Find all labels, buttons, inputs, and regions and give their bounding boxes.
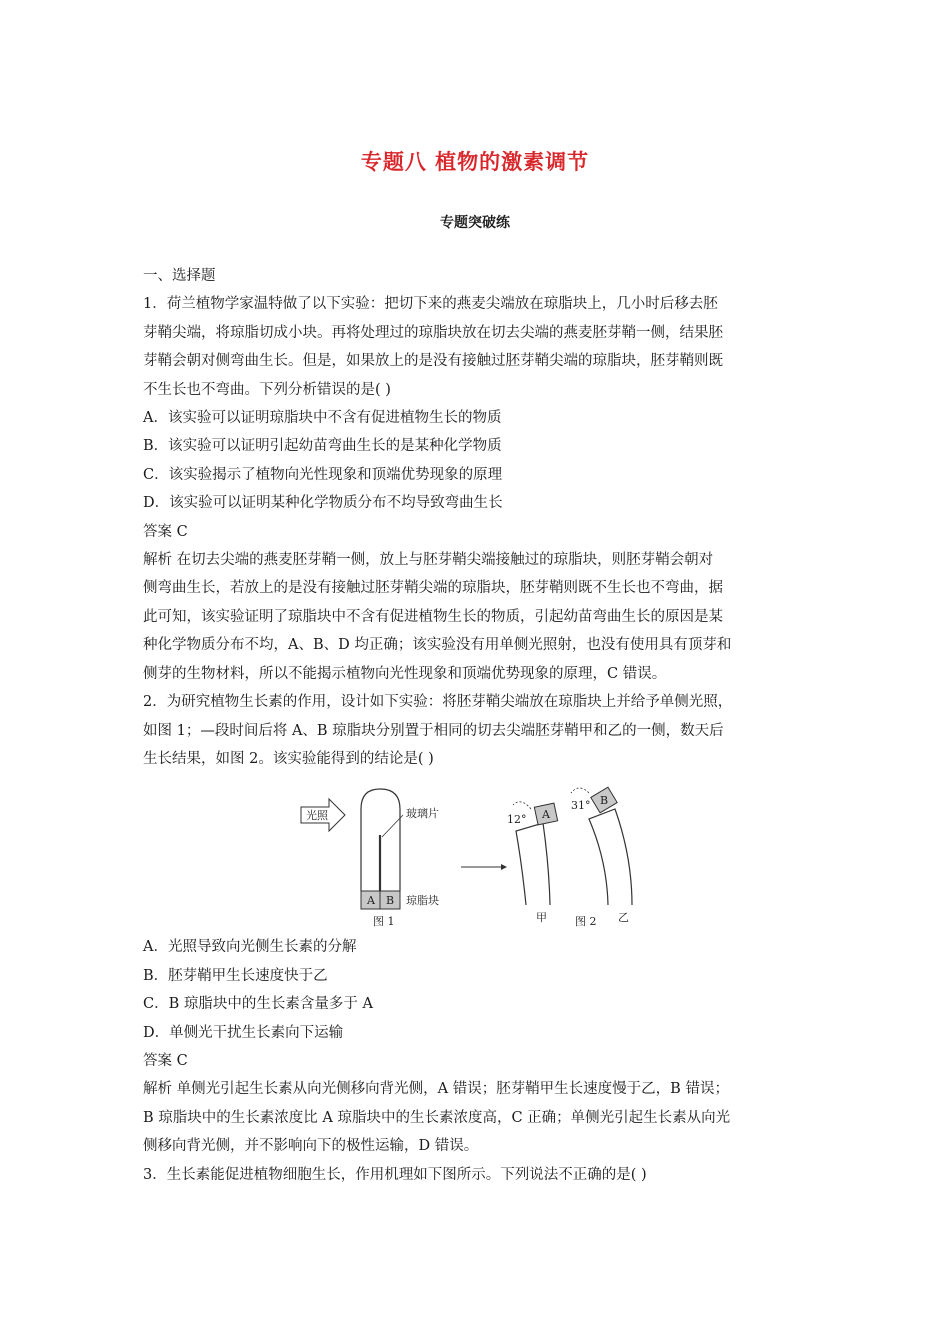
- jia-angle-arc: [513, 802, 531, 809]
- question-2: [143, 688, 823, 1160]
- q2-stem-line: 2．为研究植物生长素的作用，设计如下实验：将胚芽鞘尖端放在琼脂块上并给予单侧光照，: [143, 694, 733, 711]
- q2-stem-line: 如图 1；—段时间后将 A、B 琼脂块分别置于相同的切去尖端胚芽鞘甲和乙的一侧，数天后: [143, 722, 724, 739]
- jia-block-label: A: [542, 808, 550, 822]
- q1-analysis-line: 侧芽的生物材料，所以不能揭示植物向光性现象和顶端优势现象的原理，C 错误。: [143, 665, 667, 682]
- block-b-label: B: [386, 894, 395, 908]
- q1-stem-line: 1．荷兰植物学家温特做了以下实验：把切下来的燕麦尖端放在琼脂块上，几小时后移去胚: [143, 296, 718, 313]
- q1-stem-line: 芽鞘会朝对侧弯曲生长。但是，如果放上的是没有接触过胚芽鞘尖端的琼脂块，胚芽鞘则既: [143, 353, 723, 370]
- yi-block-label: B: [600, 794, 609, 808]
- q1-option-b: B．该实验可以证明引起幼苗弯曲生长的是某种化学物质: [143, 438, 502, 455]
- yi-label: 乙: [618, 911, 629, 925]
- arrowhead-icon: [501, 864, 507, 870]
- section-heading: 一、选择题: [143, 268, 216, 284]
- page-title: 专题八 植物的激素调节: [360, 150, 590, 174]
- angle-b-label: 31°: [571, 799, 591, 813]
- q1-analysis-line: 侧弯曲生长，若放上的是没有接触过胚芽鞘尖端的琼脂块，胚芽鞘则既不生长也不弯曲，据: [143, 580, 723, 597]
- experiment-figure: [143, 779, 823, 929]
- question-3: [143, 1161, 823, 1189]
- q1-answer: 答案 C: [143, 523, 188, 540]
- document-body: [143, 262, 823, 1189]
- q2-option-a: A．光照导致向光侧生长素的分解: [143, 939, 357, 956]
- glass-label: 玻璃片: [406, 807, 439, 821]
- q2-option-b: B．胚芽鞘甲生长速度快于乙: [143, 967, 328, 984]
- question-1: [143, 290, 823, 688]
- q2-stem-line: 生长结果，如图 2。该实验能得到的结论是( ): [143, 750, 434, 767]
- fig2-caption: 图 2: [575, 915, 597, 929]
- jia-label: 甲: [536, 911, 547, 925]
- coleoptile-yi: [589, 809, 632, 905]
- yi-angle-arc: [571, 788, 589, 793]
- coleoptile-jia: [516, 823, 550, 905]
- q2-analysis-line: 解析 单侧光引起生长素从向光侧移向背光侧，A 错误；胚芽鞘甲生长速度慢于乙，B 错误；: [143, 1081, 729, 1098]
- angle-a-label: 12°: [507, 813, 527, 827]
- q2-option-d: D．单侧光干扰生长素向下运输: [143, 1024, 344, 1041]
- q2-analysis-line: 侧移向背光侧，并不影响向下的极性运输，D 错误。: [143, 1138, 479, 1155]
- light-label: 光照: [306, 809, 328, 823]
- q1-option-c: C．该实验揭示了植物向光性现象和顶端优势现象的原理: [143, 466, 503, 483]
- q1-stem-line: 不生长也不弯曲。下列分析错误的是( ): [143, 381, 391, 398]
- experiment-diagram: [293, 779, 673, 929]
- q1-stem-line: 芽鞘尖端，将琼脂切成小块。再将处理过的琼脂块放在切去尖端的燕麦胚芽鞘一侧，结果胚: [143, 324, 723, 341]
- fig1-caption: 图 1: [373, 915, 395, 929]
- q1-option-d: D．该实验可以证明某种化学物质分布不均导致弯曲生长: [143, 495, 503, 512]
- q1-analysis-line: 种化学物质分布不均，A、B、D 均正确；该实验没有用单侧光照射，也没有使用具有顶芽和: [143, 637, 732, 654]
- q2-analysis-line: B 琼脂块中的生长素浓度比 A 琼脂块中的生长素浓度高，C 正确；单侧光引起生长素从向光: [143, 1109, 731, 1126]
- agar-label: 琼脂块: [406, 894, 439, 908]
- q1-analysis-line: 解析 在切去尖端的燕麦胚芽鞘一侧，放上与胚芽鞘尖端接触过的琼脂块，则胚芽鞘会朝对: [143, 552, 714, 569]
- q1-analysis-line: 此可知，该实验证明了琼脂块中不含有促进植物生长的物质，引起幼苗弯曲生长的原因是某: [143, 608, 723, 625]
- page-subtitle: 专题突破练: [440, 215, 510, 231]
- q2-option-c: C．B 琼脂块中的生长素含量多于 A: [143, 996, 373, 1013]
- q2-answer: 答案 C: [143, 1052, 188, 1069]
- block-a-label: A: [367, 894, 375, 908]
- q3-stem: 3．生长素能促进植物细胞生长，作用机理如下图所示。下列说法不正确的是( ): [143, 1166, 647, 1183]
- q1-option-a: A．该实验可以证明琼脂块中不含有促进植物生长的物质: [143, 410, 502, 427]
